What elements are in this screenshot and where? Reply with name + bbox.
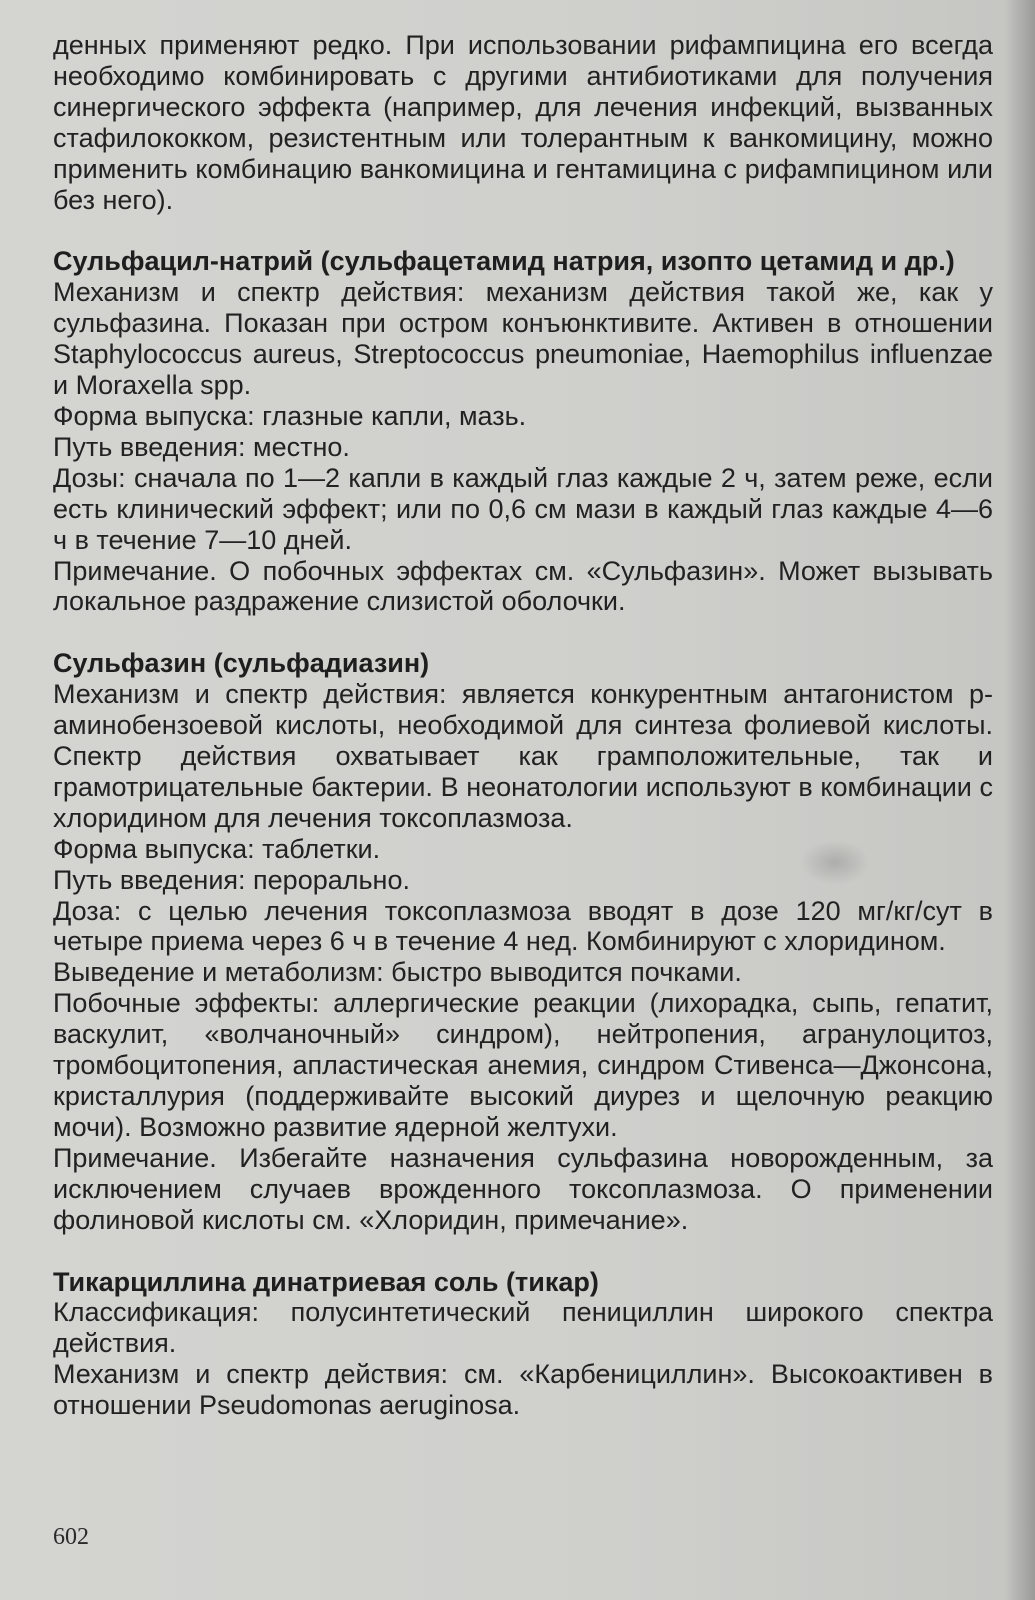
section-line: Путь введения: местно. [53,431,350,462]
section-line: Механизм и спектр действия: см. «Карбенициллин». Высокоактивен в отношении Pseudomonas aeruginosa. [53,1359,993,1421]
section-heading: Сульфазин (сульфадиазин) [53,648,430,679]
page-text [53,30,993,1421]
section-line: Механизм и спектр действия: механизм действия такой же, как у сульфазина. Показан при остром конъюнктивите. Активен в отношении Staphylococcus aureus, Streptococcus pneumoniae, Haemophilus influenzae и Moraxella spp. [53,277,993,401]
section-line: Побочные эффекты: аллергические реакции (лихорадка, сыпь, гепатит, васкулит, «волчаночный» синдром), нейтропения, агранулоцитоз, тромбоцитопения, апластическая анемия, синдром Стивенса—Джонсона, кристаллурия (поддерживайте высокий диурез и щелочную реакцию мочи). Возможно развитие ядерной желтухи. [53,988,993,1142]
section-heading: Тикарциллина динатриевая соль (тикар) [53,1266,599,1297]
section-sulfazine [53,648,993,1235]
section-line: Путь введения: перорально. [53,864,410,895]
intro-paragraph: денных применяют редко. При использовании рифампицина его всегда необходимо комбинировать с другими антибиотиками для получения синергического эффекта (например, для лечения инфекций, вызванных стафилококком, резистентным или толерантным к ванкомицину, можно применить комбинацию ванкомицина и гентамицина с рифампицином или без него). [53,30,993,215]
page-number: 602 [53,1524,89,1550]
print-smudge [800,840,870,885]
section-line: Доза: с целью лечения токсоплазмоза вводят в дозе 120 мг/кг/сут в четыре приема через 6 ч в течение 4 нед. Комбинируют с хлоридином. [53,895,993,957]
section-line: Выведение и метаболизм: быстро выводится почками. [53,957,742,988]
section-heading: Сульфацил-натрий (сульфацетамид натрия, изопто цетамид и др.) [53,246,955,277]
section-line: Дозы: сначала по 1—2 капли в каждый глаз каждые 2 ч, затем реже, если есть клинический эффект; или по 0,6 см мази в каждый глаз каждые 4—6 ч в течение 7—10 дней. [53,462,993,555]
section-line: Форма выпуска: глазные капли, мазь. [53,400,527,431]
section-line: Примечание. О побочных эффектах см. «Сульфазин». Может вызывать локальное раздражение слизистой оболочки. [53,555,993,617]
section-sulfacyl-sodium [53,246,993,617]
section-line: Примечание. Избегайте назначения сульфазина новорожденным, за исключением случаев врожденного токсоплазмоза. О применении фолиновой кислоты см. «Хлоридин, примечание». [53,1142,993,1235]
section-line: Механизм и спектр действия: является конкурентным антагонистом p-аминобензоевой кислоты, необходимой для синтеза фолиевой кислоты. Спектр действия охватывает как грамположительные, так и грамотрицательные бактерии. В неонатологии используют в комбинации с хлоридином для лечения токсоплазмоза. [53,679,993,833]
section-line: Форма выпуска: таблетки. [53,833,381,864]
section-ticarcillin [53,1267,993,1422]
section-line: Классификация: полусинтетический пенициллин широкого спектра действия. [53,1297,993,1359]
